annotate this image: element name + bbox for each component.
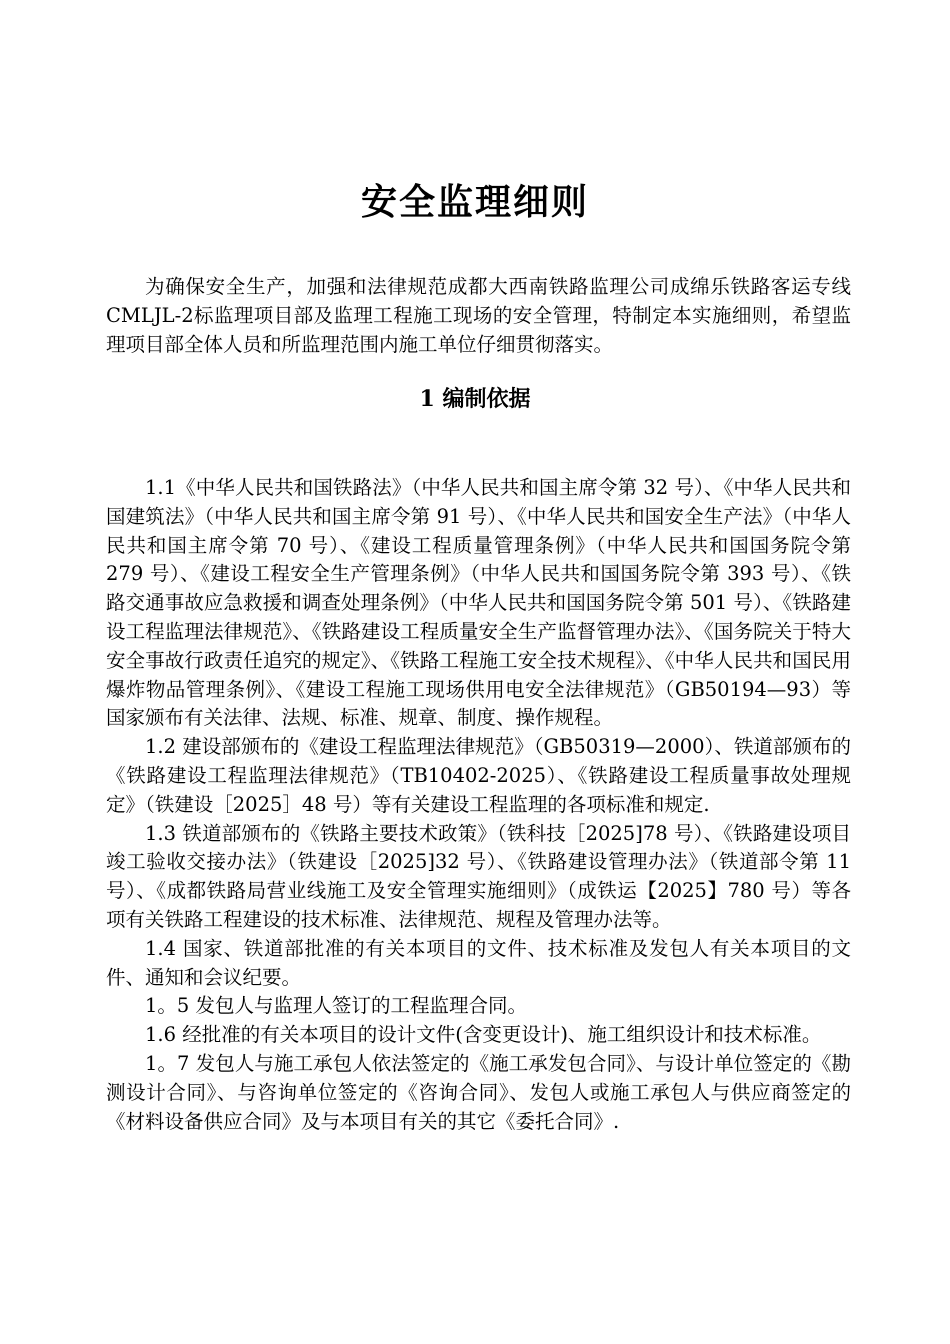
intro-paragraph: 为确保安全生产，加强和法律规范成都大西南铁路监理公司成绵乐铁路客运专线CMLJL-2标监理项目部及监理工程施工现场的安全管理，特制定本实施细则，希望监理项目部全体人员和所监理范围内施工单位仔细贯彻落实。	[106, 275, 851, 356]
section-body	[106, 474, 851, 1136]
clause-1-4: 1.4 国家、铁道部批准的有关本项目的文件、技术标准及发包人有关本项目的文件、通知和会议纪要。	[106, 936, 851, 989]
clause-1-6: 1.6 经批准的有关本项目的设计文件(含变更设计)、施工组织设计和技术标准。	[145, 1023, 822, 1047]
clause-1-5: 1。5 发包人与监理人签订的工程监理合同。	[145, 994, 528, 1018]
clause-1-3: 1.3 铁道部颁布的《铁路主要技术政策》（铁科技［2025]78 号）、《铁路建设项目竣工验收交接办法》（铁建设［2025]32 号）、《铁路建设管理办法》（铁道部令第 11 号）、《成都铁路局营业线施工及安全管理实施细则》（成铁运【2025】780 号）等各项有关铁路工程建设的技术标准、法律规范、规程及管理办法等。	[106, 821, 851, 931]
document-title: 安全监理细则	[360, 181, 589, 223]
clause-1-2: 1.2 建设部颁布的《建设工程监理法律规范》（GB50319—2000）、铁道部颁布的《铁路建设工程监理法律规范》（TB10402-2025）、《铁路建设工程质量事故处理规定》（铁建设［2025］48 号）等有关建设工程监理的各项标准和规定.	[106, 735, 851, 816]
clause-1-1: 1.1《中华人民共和国铁路法》（中华人民共和国主席令第 32 号）、《中华人民共和国建筑法》（中华人民共和国主席令第 91 号）、《中华人民共和国安全生产法》（中华人民共和国主席令第 70 号）、《建设工程质量管理条例》（中华人民共和国国务院令第 279 号）、《建设工程安全生产管理条例》（中华人民共和国国务院令第 393 号）、《铁路交通事故应急救援和调查处理条例》（中华人民共和国国务院令第 501 号）、《铁路建设工程监理法律规范》、《铁路建设工程质量安全生产监督管理办法》、《国务院关于特大安全事故行政责任追究的规定》、《铁路工程施工安全技术规程》、《中华人民共和国民用爆炸物品管理条例》、《建设工程施工现场供用电安全法律规范》（GB50194—93）等国家颁布有关法律、法规、标准、规章、制度、操作规程。	[106, 476, 851, 730]
clause-1-7: 1。7 发包人与施工承包人依法签定的《施工承发包合同》、与设计单位签定的《勘测设计合同》、与咨询单位签定的《咨询合同》、发包人或施工承包人与供应商签定的《材料设备供应合同》及与本项目有关的其它《委托合同》.	[106, 1051, 851, 1133]
section-heading: 1 编制依据	[419, 386, 531, 412]
